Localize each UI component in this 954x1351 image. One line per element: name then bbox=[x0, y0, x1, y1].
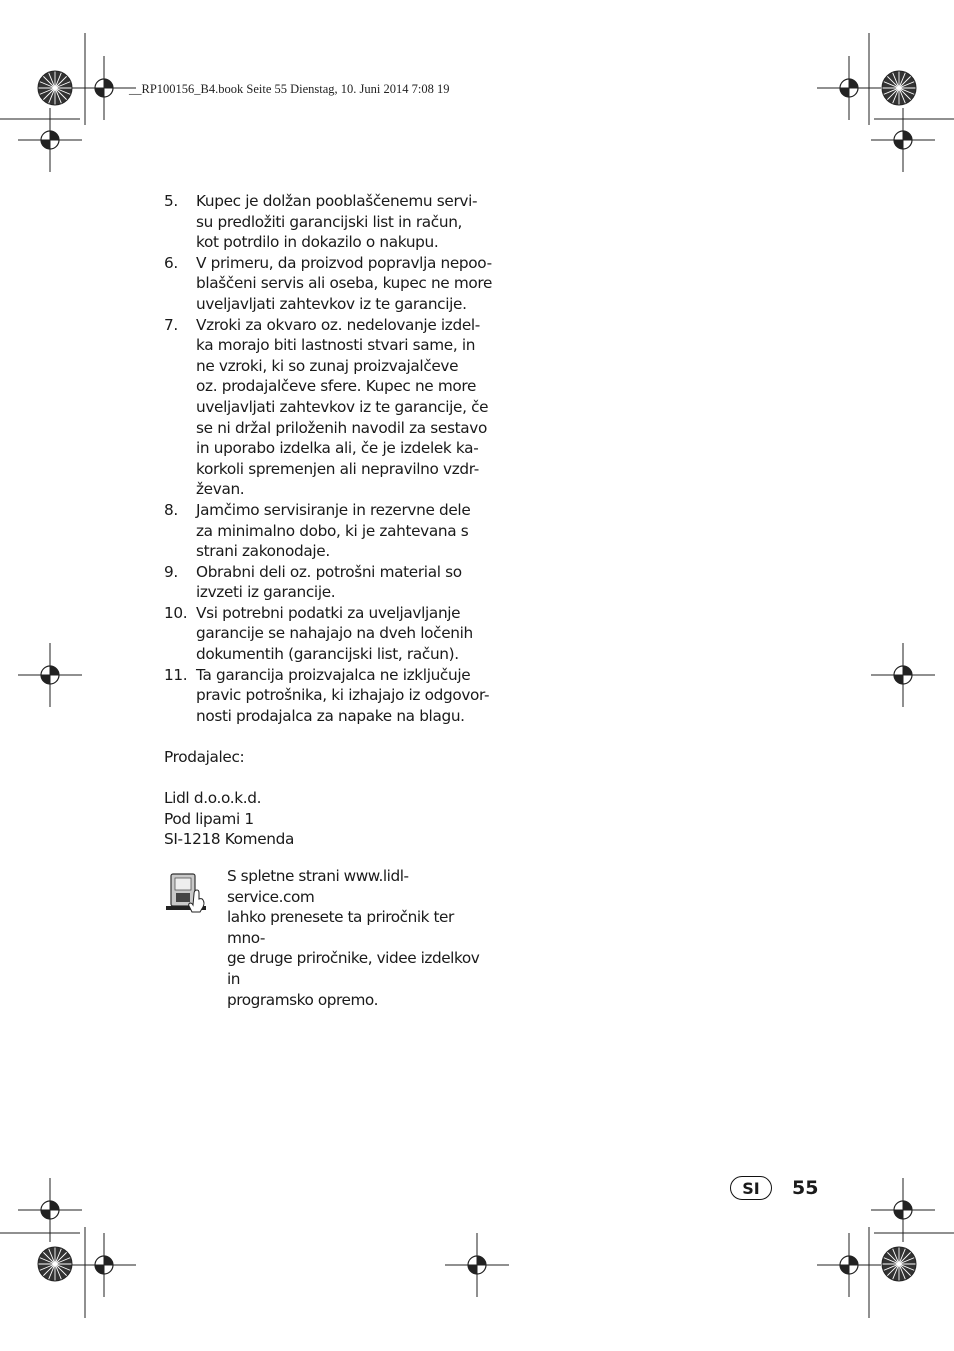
seller-label: Prodajalec: bbox=[164, 748, 245, 767]
item-number: 10. bbox=[164, 603, 188, 622]
info-note bbox=[164, 866, 494, 1010]
list-item bbox=[164, 253, 494, 315]
item-number: 9. bbox=[164, 562, 178, 581]
warranty-content bbox=[164, 191, 494, 850]
list-item bbox=[164, 500, 494, 562]
item-text: Kupec je dolžan pooblaščenemu servi- su predložiti garancijski list in račun, kot potrdilo in dokazilo o nakupu. bbox=[196, 192, 478, 252]
item-number: 6. bbox=[164, 253, 178, 272]
item-number: 8. bbox=[164, 500, 178, 519]
page-footer bbox=[730, 1176, 818, 1200]
item-text: Ta garancija proizvajalca ne izključuje pravic potrošnika, ki izhajajo iz odgovor- nosti prodajalca za napake na blagu. bbox=[196, 665, 490, 725]
seller-city: SI-1218 Komenda bbox=[164, 830, 295, 849]
item-text: Vsi potrebni podatki za uveljavljanje garancije se nahajajo na dveh ločenih dokumentih (garancijski list, račun). bbox=[196, 603, 473, 664]
manual-download-icon bbox=[164, 870, 210, 916]
item-text: Vzroki za okvaro oz. nedelovanje izdel- ka morajo biti lastnosti stvari same, in ne vzroki, ki so zunaj proizvajalčeve oz. prodajalčeve sfere. Kupec ne more uveljavljati zahtevkov iz te garancije, če se ni držal priloženih navodil za sestavo in uporabo izdelka ali, če je izdelek ka- korkoli spremenjen ali nepravilno vzdr- ževan. bbox=[196, 315, 489, 499]
list-item bbox=[164, 562, 494, 603]
seller-name: Lidl d.o.o.k.d. bbox=[164, 789, 262, 808]
list-item bbox=[164, 665, 494, 727]
info-text: S spletne strani www.lidl-service.com lahko prenesete ta priročnik ter mno- ge druge priročnike, videe izdelkov in programsko opremo. bbox=[227, 867, 480, 1009]
list-item bbox=[164, 315, 494, 500]
item-number: 5. bbox=[164, 192, 178, 210]
seller-street: Pod lipami 1 bbox=[164, 809, 254, 828]
list-item bbox=[164, 603, 494, 665]
item-number: 7. bbox=[164, 315, 178, 334]
item-number: 11. bbox=[164, 665, 188, 684]
print-header: __RP100156_B4.book Seite 55 Dienstag, 10. Juni 2014 7:08 19 bbox=[129, 82, 450, 96]
language-badge: SI bbox=[730, 1176, 772, 1200]
item-text: Jamčimo servisiranje in rezervne dele za minimalno dobo, ki je zahtevana s strani zakonodaje. bbox=[196, 500, 471, 561]
page-number: 55 bbox=[792, 1177, 819, 1199]
item-text: V primeru, da proizvod popravlja nepoo- blaščeni servis ali oseba, kupec ne more uveljavljati zahtevkov iz te garancije. bbox=[196, 253, 493, 313]
list-item bbox=[164, 191, 494, 253]
item-text: Obrabni deli oz. potrošni material so izvzeti iz garancije. bbox=[196, 562, 462, 602]
